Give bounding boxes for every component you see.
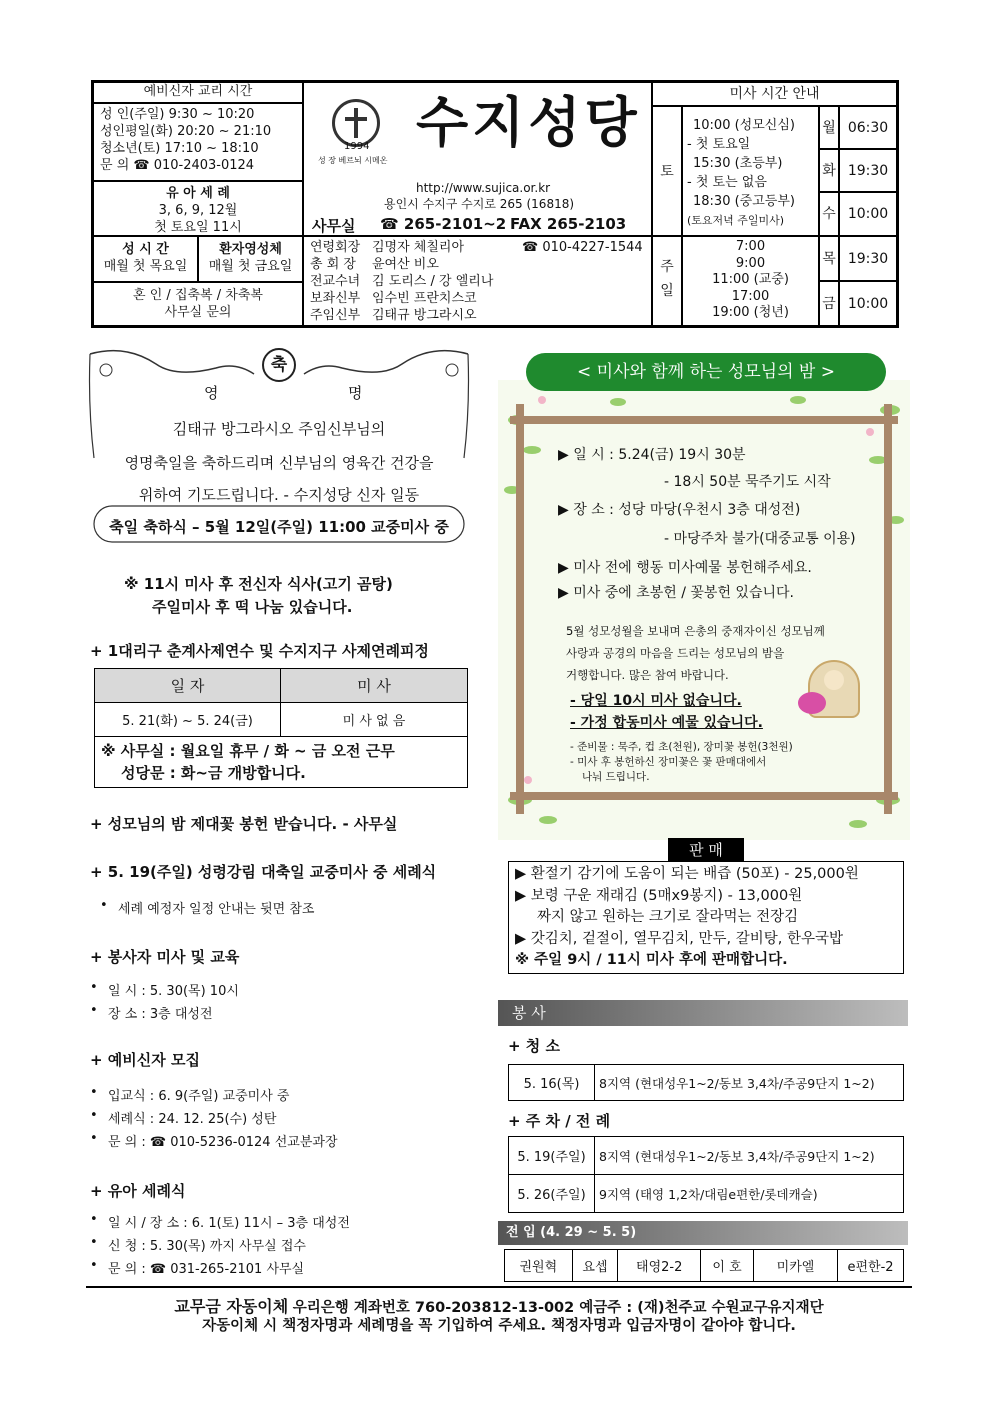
marian-small-line: 나눠 드립니다. (582, 771, 650, 783)
staff-phone: ☎ 010-4227-1544 (522, 240, 643, 255)
cleaning-table (508, 1064, 904, 1101)
infant-item: • 신 청 : 5. 30(목) 까지 사무실 접수 (108, 1235, 306, 1254)
infant-title: + 유아 세례식 (90, 1182, 186, 1200)
catechism-row: 문 의 ☎ 010-2403-0124 (100, 158, 255, 173)
transfer-header: 전 입 (4. 29 ~ 5. 5) (498, 1221, 908, 1245)
feast-card (86, 348, 472, 546)
staff-row (310, 307, 645, 324)
frame-left (516, 404, 524, 814)
catechumen-item: • 세례식 : 24. 12. 25(수) 성탄 (108, 1108, 276, 1127)
marian-para-line: 거행합니다. 많은 참여 바랍니다. (566, 668, 729, 682)
staff-role: 주임신부 (310, 308, 361, 323)
parking-date: 5. 19(주일) (509, 1137, 595, 1175)
weekday-thu-time: 19:30 (839, 236, 897, 281)
altar-flower-title: + 성모님의 밤 제대꽃 봉헌 받습니다. - 사무실 (90, 815, 398, 833)
sick-communion-box (198, 236, 303, 282)
transfer-name: 이 호 (701, 1250, 754, 1282)
weekday-mon-time: 06:30 (839, 106, 897, 149)
retreat-note: 성당문 : 화~금 개방합니다. (121, 764, 306, 782)
church-brand-box (303, 82, 652, 236)
feast-note: 주일미사 후 떡 나눔 있습니다. (152, 598, 353, 616)
marian-banner: < 미사와 함께 하는 성모님의 밤 > (526, 353, 886, 391)
marian-small-line: - 준비물 : 묵주, 컵 초(천원), 장미꽃 봉헌(3천원) (570, 741, 793, 753)
retreat-note-cell (95, 737, 468, 788)
baptism-item: • 세례 예정자 일정 안내는 뒷면 참조 (118, 898, 314, 917)
feast-line: 영명축일을 축하드리며 신부님의 영육간 건강을 (124, 454, 434, 472)
retreat-col-mass: 미 사 (281, 669, 468, 703)
feast-line: 위하여 기도드립니다. - 수지성당 신자 일동 (138, 486, 420, 504)
cleaning-title: + 청 소 (508, 1037, 560, 1055)
office-phone: ☎ 265-2101~2 (380, 215, 507, 233)
infant-item: • 일 시 / 장 소 : 6. 1(토) 11시 – 3층 대성전 (108, 1212, 350, 1231)
sale-line: ▶ 갓김치, 겉절이, 열무김치, 만두, 갈비탕, 한우국밥 (515, 930, 843, 947)
staff-row (310, 290, 645, 307)
sunday-masses (682, 236, 819, 326)
staff-name: 김명자 체칠리아 (372, 240, 465, 255)
staff-row (310, 273, 645, 290)
weekday-tue: 화 (819, 149, 839, 192)
sunday-mass-line: 11:00 (교중) (712, 272, 789, 287)
staff-role: 보좌신부 (310, 291, 361, 306)
sick-communion-title: 환자영성체 (219, 242, 282, 257)
infant-baptism-months: 3, 6, 9, 12월 (158, 203, 238, 218)
weekday-thu: 목 (819, 236, 839, 281)
office-fax: FAX 265-2103 (510, 215, 627, 233)
parking-area: 9지역 (태영 1,2차/대림e편한/롯데캐슬) (595, 1175, 904, 1213)
saturday-mass-line: - 첫 토요일 (687, 137, 751, 152)
sale-line: ※ 주일 9시 / 11시 미사 후에 판매합니다. (515, 952, 788, 968)
marian-para-line: 5월 성모성월을 보내며 은총의 중재자이신 성모님께 (566, 624, 825, 638)
marian-line: - 18시 50분 묵주기도 시작 (664, 474, 831, 490)
transfer-name: 태영2-2 (618, 1250, 701, 1282)
catechism-row: 성인평일(화) 20:20 ~ 21:10 (100, 124, 272, 139)
office-label: 사무실 (312, 217, 356, 235)
staff-role: 총 회 장 (310, 257, 356, 272)
cleaning-date: 5. 16(목) (509, 1065, 595, 1101)
sunday-mass-line: 9:00 (735, 255, 766, 271)
retreat-col-date: 일 자 (95, 669, 281, 703)
saturday-masses (682, 106, 819, 236)
sale-label: 판 매 (668, 838, 744, 862)
retreat-date: 5. 21(화) ~ 5. 24(금) (95, 703, 281, 737)
marian-line: ▶ 미사 전에 행동 미사예물 봉헌해주세요. (558, 560, 812, 576)
feast-title-left: 영 (204, 384, 219, 402)
staff-name: 김태규 방그라시오 (372, 308, 477, 323)
transfer-table (504, 1249, 904, 1282)
header-box (91, 80, 899, 328)
catechism-row: 청소년(토) 17:10 ~ 18:10 (100, 141, 259, 156)
sunday-mass-line: 19:00 (청년) (712, 305, 789, 320)
mary-statue-image (808, 660, 860, 718)
frame-bottom (510, 792, 898, 800)
wedding-box (93, 282, 303, 326)
feast-note: ※ 11시 미사 후 전신자 식사(고기 곰탕) (124, 575, 393, 593)
infant-baptism-box (93, 181, 303, 236)
weekday-tue-time: 19:30 (839, 149, 897, 192)
staff-row (310, 256, 645, 273)
staff-list (303, 236, 652, 326)
saturday-mass-line: (토요저녁 주일미사) (687, 214, 785, 227)
wedding-title: 혼 인 / 집축복 / 차축복 (133, 288, 263, 303)
feast-line: 김태규 방그라시오 주임신부님의 (172, 420, 386, 438)
church-website[interactable]: http://www.sujica.or.kr (416, 181, 551, 195)
retreat-table (94, 668, 468, 788)
confession-title: 성 시 간 (122, 242, 169, 257)
sunday-label (652, 236, 682, 326)
parking-date: 5. 26(주일) (509, 1175, 595, 1213)
catechism-row: 성 인(주일) 9:30 ~ 10:20 (100, 107, 255, 122)
staff-role: 전교수녀 (310, 274, 361, 289)
sunday-mass-line: 7:00 (735, 239, 766, 254)
catechumen-title: + 예비신자 모집 (90, 1051, 200, 1069)
wedding-info: 사무실 문의 (164, 305, 232, 320)
staff-name: 윤여산 비오 (372, 257, 439, 272)
confession-box (93, 236, 198, 282)
marian-notice: - 가정 합동미사 예물 있습니다. (570, 715, 763, 731)
staff-row (310, 239, 645, 256)
marian-paragraph (566, 620, 825, 686)
frame-right (884, 404, 892, 814)
mass-title: 미사 시간 안내 (652, 82, 897, 106)
saturday-mass-line: 10:00 (성모신심) (693, 118, 795, 133)
volunteer-title: + 봉사자 미사 및 교육 (90, 948, 240, 966)
parking-title: + 주 차 / 전 례 (508, 1112, 611, 1130)
saturday-mass-line: - 첫 토는 없음 (687, 175, 767, 190)
footer-bold: 교무금 자동이체 (174, 1297, 289, 1316)
saturday-mass-line: 18:30 (중고등부) (693, 194, 795, 209)
volunteer-item: • 장 소 : 3층 대성전 (108, 1003, 213, 1022)
sale-line: ▶ 환절기 감기에 도움이 되는 배즙 (50포) - 25,000원 (515, 866, 859, 882)
weekday-fri: 금 (819, 281, 839, 326)
catechumen-item: • 입교식 : 6. 9(주일) 교중미사 중 (108, 1085, 289, 1104)
sunday-mass-line: 17:00 (731, 288, 770, 304)
catechism-title: 예비신자 교리 시간 (93, 82, 303, 103)
marian-line: ▶ 미사 중에 초봉헌 / 꽃봉헌 있습니다. (558, 585, 794, 601)
sunday-label-text: 주일 (660, 259, 674, 299)
catechism-schedule (93, 103, 303, 181)
church-address: 용인시 수지구 수지로 265 (16818) (384, 197, 575, 211)
parking-table (508, 1136, 904, 1213)
staff-name: 임수빈 프란치스코 (372, 291, 477, 306)
church-name: 수지성당 (416, 91, 641, 154)
cleaning-area: 8지역 (현대성우1~2/동보 3,4차/주공9단지 1~2) (595, 1065, 904, 1101)
marian-notice: - 당일 10시 미사 없습니다. (570, 693, 742, 709)
weekday-wed: 수 (819, 192, 839, 236)
staff-name: 김 도리스 / 강 엘리나 (372, 274, 494, 289)
sick-communion-time: 매월 첫 금요일 (208, 259, 293, 274)
parking-area: 8지역 (현대성우1~2/동보 3,4차/주공9단지 1~2) (595, 1137, 904, 1175)
marian-line: - 마당주차 불가(대중교통 이용) (664, 531, 856, 547)
marian-line: ▶ 장 소 : 성당 마당(우천시 3층 대성전) (558, 502, 801, 518)
weekday-wed-time: 10:00 (839, 192, 897, 236)
marian-line: ▶ 일 시 : 5.24(금) 19시 30분 (558, 447, 746, 463)
catechumen-item: • 문 의 : ☎ 010-5236-0124 선교분과장 (108, 1131, 338, 1150)
feast-title-right: 명 (348, 384, 363, 402)
logo-year: 1994 (344, 141, 370, 152)
saturday-label: 토 (652, 106, 682, 236)
transfer-name: e편한-2 (838, 1250, 904, 1282)
feast-badge: 축 (262, 348, 296, 382)
marian-para-line: 사랑과 공경의 마음을 드리는 성모님의 밤을 (566, 646, 785, 660)
logo-caption: 성 장 베르뇌 시메온 (318, 156, 388, 165)
footer-note: 자동이체 시 책정자명과 세례명을 꼭 기입하여 주세요. 책정자명과 입금자명이 같아야 합니다. (202, 1318, 796, 1334)
retreat-mass: 미 사 없 음 (281, 703, 468, 737)
transfer-name: 미카엘 (754, 1250, 838, 1282)
infant-item: • 문 의 : ☎ 031-265-2101 사무실 (108, 1258, 304, 1277)
feast-ceremony: 축일 축하식 – 5월 12일(주일) 11:00 교중미사 중 (109, 518, 449, 536)
marian-small-line: - 미사 후 봉헌하신 장미꽃은 꽃 판매대에서 (570, 756, 767, 768)
marian-small-notes (570, 740, 793, 785)
frame-top (510, 416, 898, 424)
weekday-fri-time: 10:00 (839, 281, 897, 326)
footer-account: 우리은행 계좌번호 760-203812-13-002 예금주 : (재)천주교 수원교구유지재단 (292, 1300, 824, 1316)
retreat-note: ※ 사무실 : 월요일 휴무 / 화 ~ 금 오전 근무 (101, 742, 395, 760)
transfer-name: 권원혁 (505, 1250, 573, 1282)
saturday-mass-line: 15:30 (초등부) (693, 156, 783, 171)
weekday-mon: 월 (819, 106, 839, 149)
infant-baptism-time: 첫 토요일 11시 (154, 220, 242, 235)
sale-line: 짜지 않고 원하는 크기로 잘라먹는 전장김 (537, 909, 799, 925)
service-header: 봉 사 (498, 1000, 908, 1026)
infant-baptism-title: 유 아 세 례 (166, 186, 230, 201)
baptism-title: + 5. 19(주일) 성령강림 대축일 교중미사 중 세례식 (90, 863, 437, 881)
transfer-name: 요셉 (572, 1250, 618, 1282)
sale-box (508, 861, 904, 974)
volunteer-item: • 일 시 : 5. 30(목) 10시 (108, 980, 239, 999)
staff-role: 연령회장 (310, 240, 361, 255)
confession-time: 매월 첫 목요일 (103, 259, 188, 274)
footer-divider (86, 1286, 912, 1288)
sale-line: ▶ 보령 구운 재래김 (5매x9봉지) - 13,000원 (515, 887, 803, 904)
retreat-title: + 1대리구 춘계사제연수 및 수지지구 사제연례피정 (90, 642, 429, 660)
